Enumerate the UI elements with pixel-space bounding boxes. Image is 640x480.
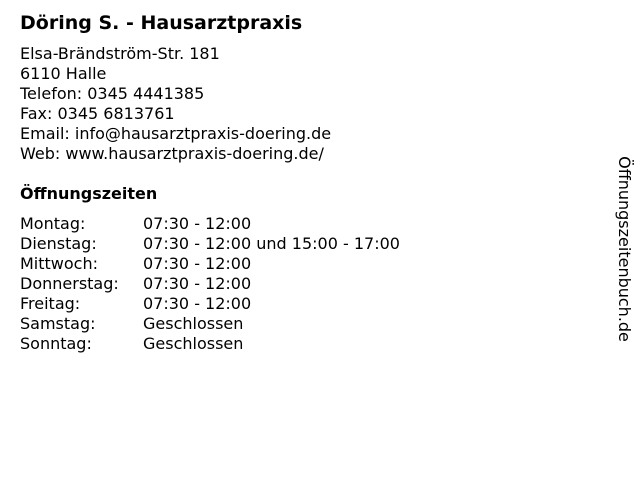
day-label: Donnerstag: [20,274,119,293]
time-value: Geschlossen [143,334,244,353]
day-label: Mittwoch: [20,254,98,273]
contact-block [20,44,331,164]
day-label: Sonntag: [20,334,92,353]
day-label: Dienstag: [20,234,97,253]
time-value: 07:30 - 12:00 [143,254,252,273]
time-value: 07:30 - 12:00 und 15:00 - 17:00 [143,234,400,253]
brand-text: Öffnungszeitenbuch.de [615,156,635,342]
street-address: Elsa-Brändström-Str. 181 [20,44,220,63]
email-address: Email: info@hausarztpraxis-doering.de [20,124,332,143]
opening-hours-heading: Öffnungszeiten [20,184,158,203]
day-label: Samstag: [20,314,96,333]
fax-number: Fax: 0345 6813761 [20,104,175,123]
website-url: Web: www.hausarztpraxis-doering.de/ [20,144,324,163]
practice-name: Döring S. - Hausarztpraxis [20,12,303,34]
brand-watermark [612,133,636,365]
time-value: 07:30 - 12:00 [143,214,252,233]
day-label: Freitag: [20,294,81,313]
phone-number: Telefon: 0345 4441385 [20,84,205,103]
time-value: 07:30 - 12:00 [143,274,252,293]
day-label: Montag: [20,214,86,233]
time-value: 07:30 - 12:00 [143,294,252,313]
time-value: Geschlossen [143,314,244,333]
city: 6110 Halle [20,64,107,83]
